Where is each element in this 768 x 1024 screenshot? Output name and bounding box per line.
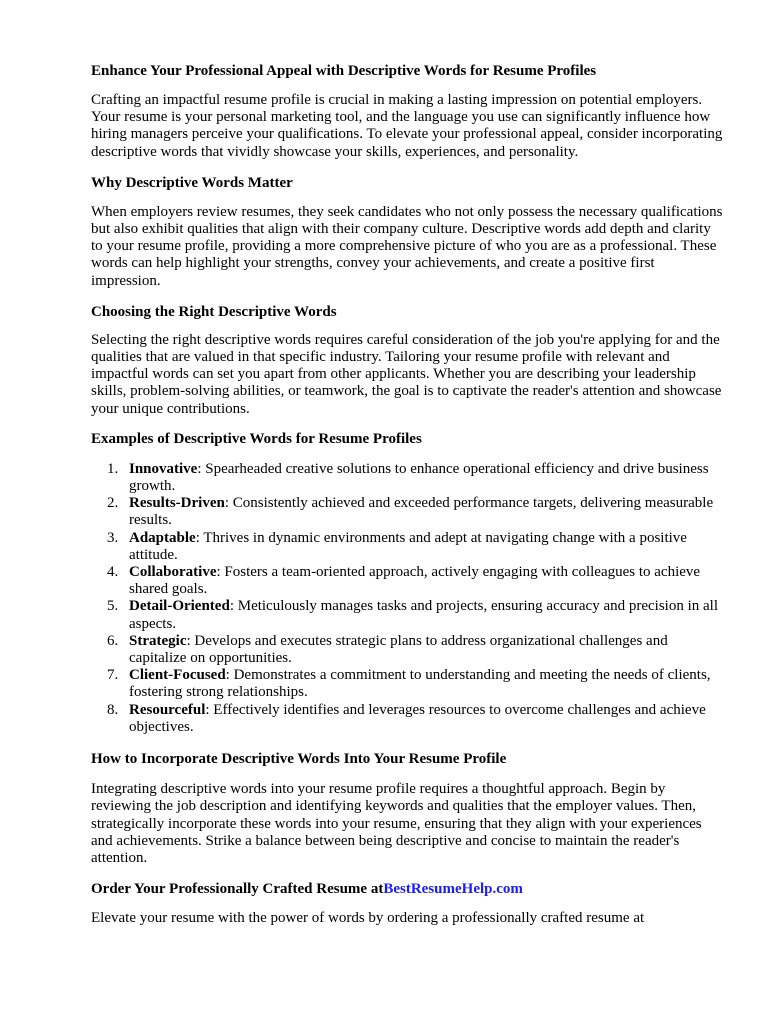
incorporate-paragraph: Integrating descriptive words into your resume profile requires a thoughtful approach. Begin by reviewing the job description and identifying keywords and qualities that the employer values. Then, strategically incorporate these words into your resume, ensuring that they align with your experiences and achievements. Strike a balance between being descriptive and concise to maintain the reader's attention.: [91, 781, 702, 866]
list-item: [91, 530, 723, 564]
list-item: [91, 564, 723, 598]
list-term: Results-Driven: [129, 495, 225, 512]
list-term: Resourceful: [129, 701, 206, 718]
why-paragraph: When employers review resumes, they seek candidates who not only possess the necessary qualifications but also exhibit qualities that align with their company culture. Descriptive words add depth and clarity to your resume profile, providing a more comprehensive picture of who you are as a professional. These words can help highlight your strengths, convey your achievements, and create a positive first impression.: [91, 203, 723, 289]
incorporate-heading: How to Incorporate Descriptive Words Into Your Resume Profile: [91, 751, 507, 768]
list-term: Client-Focused: [129, 667, 226, 684]
list-desc: : Develops and executes strategic plans to address organizational challenges and capitalize on opportunities.: [129, 632, 668, 667]
list-desc: : Effectively identifies and leverages resources to overcome challenges and achieve objectives.: [129, 701, 706, 735]
list-item: [91, 598, 723, 632]
document-title: Enhance Your Professional Appeal with Descriptive Words for Resume Profiles: [91, 63, 597, 79]
list-term: Detail-Oriented: [129, 598, 230, 615]
choosing-paragraph: Selecting the right descriptive words requires careful consideration of the job you're applying for and the qualities that are valued in that specific industry. Tailoring your resume profile with relevant and impactful words can set you apart from other applicants. Whether you are describing your leadership skills, problem-solving abilities, or teamwork, the goal is to captivate the reader's attention and showcase your unique contributions.: [91, 331, 722, 417]
why-heading: Why Descriptive Words Matter: [91, 174, 293, 191]
examples-heading: Examples of Descriptive Words for Resume Profiles: [91, 430, 422, 447]
choosing-heading: Choosing the Right Descriptive Words: [91, 303, 337, 320]
order-paragraph: Elevate your resume with the power of words by ordering a professionally crafted resume at: [91, 910, 645, 927]
list-term: Innovative: [129, 460, 198, 477]
list-item: [91, 633, 723, 667]
order-heading-text: Order Your Professionally Crafted Resume at: [91, 881, 384, 898]
list-item: [91, 495, 723, 529]
list-desc: : Meticulously manages tasks and projects, ensuring accuracy and precision in all aspects.: [129, 598, 719, 632]
list-number: 6.: [107, 632, 119, 649]
list-number: 4.: [107, 564, 119, 581]
list-term: Collaborative: [129, 564, 217, 581]
list-term: Strategic: [129, 632, 187, 649]
list-number: 5.: [107, 598, 119, 615]
list-number: 2.: [107, 495, 119, 512]
list-item: [91, 461, 723, 495]
best-resume-help-link[interactable]: BestResumeHelp.com: [383, 881, 523, 898]
list-desc: : Fosters a team-oriented approach, actively engaging with colleagues to achieve shared goals.: [129, 564, 701, 598]
list-term: Adaptable: [129, 529, 196, 546]
list-number: 8.: [107, 701, 119, 718]
list-desc: : Spearheaded creative solutions to enhance operational efficiency and drive business growth.: [129, 460, 709, 495]
intro-paragraph: Crafting an impactful resume profile is crucial in making a lasting impression on potential employers. Your resume is your personal marketing tool, and the language you use can significantly influence how hiring managers perceive your qualifications. To elevate your professional appeal, consider incorporating descriptive words that vividly showcase your skills, experiences, and personality.: [91, 92, 723, 160]
list-number: 1.: [107, 460, 119, 477]
list-item: [91, 702, 723, 736]
list-item: [91, 667, 723, 701]
examples-list: [91, 461, 723, 736]
list-number: 7.: [107, 667, 119, 684]
order-heading: [91, 880, 723, 898]
list-desc: : Thrives in dynamic environments and adept at navigating change with a positive attitude.: [129, 529, 687, 563]
list-number: 3.: [107, 529, 119, 546]
list-desc: : Consistently achieved and exceeded performance targets, delivering measurable results.: [129, 495, 714, 529]
list-desc: : Demonstrates a commitment to understanding and meeting the needs of clients, fostering strong relationships.: [129, 667, 711, 701]
